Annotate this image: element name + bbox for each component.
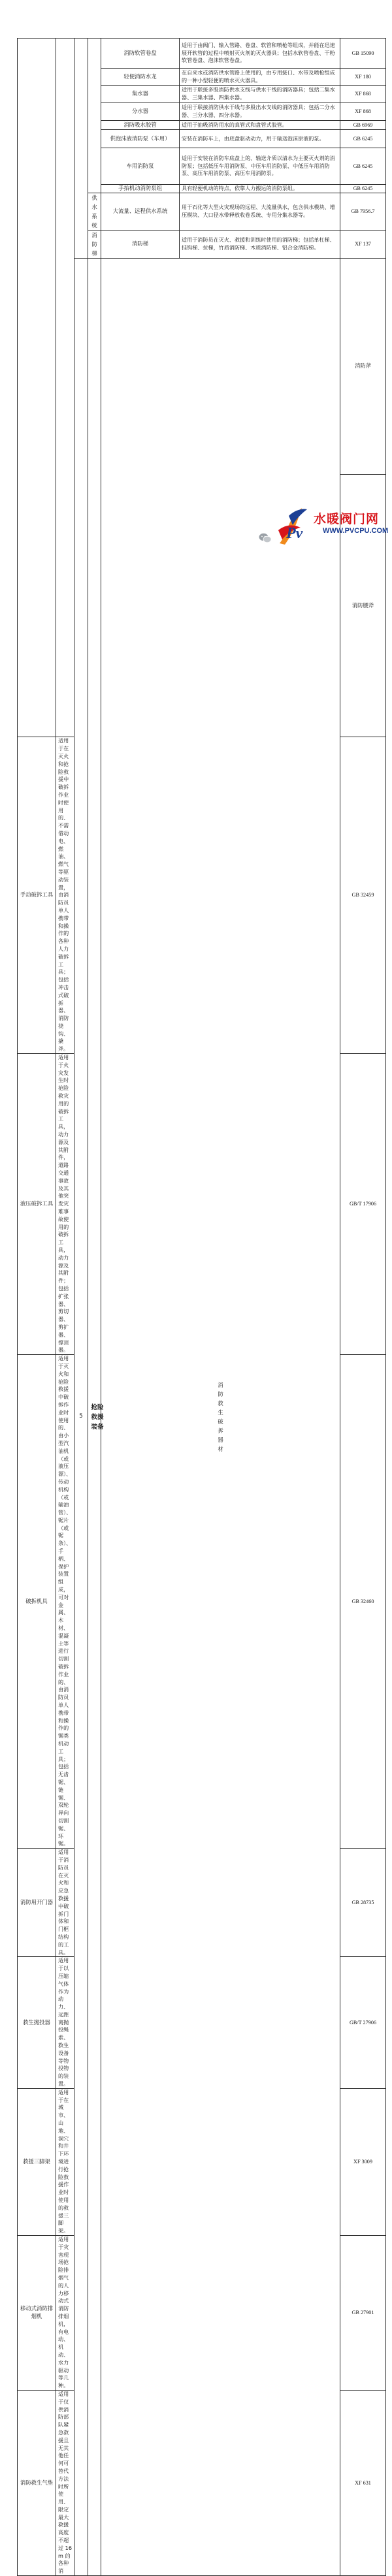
empty-number-cell bbox=[18, 39, 56, 737]
equipment-name: 手动破拆工具 bbox=[18, 737, 56, 1054]
equipment-description: 适用于抽吸消防用水的真管式和盘管式胶管。 bbox=[180, 121, 340, 130]
equipment-name: 消防梯 bbox=[101, 231, 180, 259]
equipment-name: 救援三脚架 bbox=[18, 2088, 56, 2235]
standard-code: GB 6245 bbox=[340, 185, 386, 193]
equipment-description: 具有轻便机动的特点，依靠人力搬运的消防泵组。 bbox=[180, 185, 340, 193]
equipment-description: 在自来水或消防供水管路上使用的，由专用接口、水带及喷枪组成的一种小型轻便的喷水灭火器具。 bbox=[180, 69, 340, 86]
site-watermark bbox=[273, 504, 391, 550]
svg-text:Pv: Pv bbox=[286, 525, 303, 542]
standard-code: GB 28735 bbox=[340, 1849, 386, 1957]
equipment-name: 车用消防泵 bbox=[101, 148, 180, 185]
equipment-name: 破拆机具 bbox=[18, 1355, 56, 1849]
equipment-name: 消防软管卷盘 bbox=[101, 39, 180, 69]
equipment-description: 适用于消防员在灭火、救援和训练时使用的消防梯；包括单杠梯、挂钩梯、拉梯，竹质消防梯、木质消防梯、铝合金消防梯。 bbox=[180, 231, 340, 259]
equipment-description: 适用于以压缩气体作为动力、远距离抛投绳索、救生设备等物投物的装置。 bbox=[56, 1957, 74, 2089]
standard-code: GB/T 27906 bbox=[340, 1957, 386, 2089]
brand-name: 水暖阀门网 bbox=[314, 512, 380, 526]
standard-code: GB 15090 bbox=[340, 39, 386, 69]
equipment-name: 救生抛投器 bbox=[18, 1957, 56, 2089]
equipment-name: 轻便消防水龙 bbox=[101, 69, 180, 86]
standard-code: GB 32459 bbox=[340, 737, 386, 1054]
empty-sub-cell bbox=[74, 39, 88, 259]
standard-code: XF 3009 bbox=[340, 2088, 386, 2235]
standard-code: GB 7956.7 bbox=[340, 193, 386, 231]
equipment-name: 移动式消防排烟机 bbox=[18, 2236, 56, 2391]
standard-code: GB 32460 bbox=[340, 1355, 386, 1849]
equipment-name: 消防腰斧 bbox=[340, 475, 386, 737]
equipment-description: 适用于火灾发生时抢险救灾用的破拆工具，动力源及其附件，道路交通事故及其他突发灾难事故使用的破拆工具，动力源及其附件；包括扩张器、剪切器、剪扩器、撑顶器。 bbox=[56, 1054, 74, 1355]
standard-code: GB 6245 bbox=[340, 148, 386, 185]
subcategory-rescue-tools: 消防救生破拆器材 bbox=[101, 259, 340, 2576]
equipment-description: 适用于灭火和抢险救援中破拆作业时使用的、由小型汽油机（或液压源）、传动机构（或输油管）、锯片（或锯条）、手柄、保护装置组成，可对金属、木材、混凝土等进行切割破拆作业的、由消防员单人携带和操作的锯类机动工具；包括无齿锯、链锯、双轮异向切割锯、环锯。 bbox=[56, 1355, 74, 1849]
equipment-description: 适用于安装在消防车底盘上的、输送介质以清水为主要灭火剂的消防泵；包括低压车用消防泵、中压车用消防泵、中低压车用消防泵、高压车用消防泵、高压车用消防泵。 bbox=[180, 148, 340, 185]
equipment-description: 适用于消防员在灭火和应急救援中破拆门体和门框结构的工具。 bbox=[56, 1849, 74, 1957]
subcategory-water-supply: 供水系统 bbox=[88, 193, 101, 231]
table-row bbox=[18, 39, 386, 69]
standard-code: XF 137 bbox=[340, 231, 386, 259]
empty-sub2-cell bbox=[88, 39, 101, 193]
equipment-name: 分水器 bbox=[101, 103, 180, 121]
pv-logo-emblem bbox=[276, 504, 308, 546]
standard-code: XF 631 bbox=[340, 2390, 386, 2575]
brand-url: WWW.PVCPU.COM bbox=[323, 527, 389, 535]
equipment-description: 用于石化等大型火灾现场的远程、大流量供水，包含供水模块、增压模块、大口径水带释放收卷系统、专用分集水器等。 bbox=[180, 193, 340, 231]
equipment-name: 集水器 bbox=[101, 86, 180, 103]
equipment-description: 适用于联接多股消防供水支线与供水干线的消防器具；包括二集水器、三集水器、四集水器。 bbox=[180, 86, 340, 103]
equipment-description: 适用于灾害现场抢险排烟气的人力移动式消防排烟机，有电动、机动、水力驱动等几种。 bbox=[56, 2236, 74, 2391]
equipment-description: 适用于仅供消防部队紧急救援且无其他任何可替代方法时所使用、限定最大救援高度不超过 16 m 的各种消 bbox=[56, 2390, 74, 2575]
equipment-name: 液压破拆工具 bbox=[18, 1054, 56, 1355]
category-group: 抢险救援装备 bbox=[88, 259, 101, 2576]
equipment-name: 手抬机动消防泵组 bbox=[101, 185, 180, 193]
equipment-standards-table-section bbox=[17, 38, 385, 2576]
wechat-icon bbox=[259, 533, 272, 543]
standard-code: XF 868 bbox=[340, 86, 386, 103]
subcategory-ladder: 消防梯 bbox=[88, 231, 101, 259]
empty-group-cell bbox=[56, 39, 74, 737]
equipment-name: 供泡沫液消防泵（车用） bbox=[101, 130, 180, 148]
equipment-description: 适用于在城市、山地、洞穴和井下环境进行抢险救援作业时使用的救援三脚架。 bbox=[56, 2088, 74, 2235]
standard-code: GB 6969 bbox=[340, 121, 386, 130]
standard-code: XF 180 bbox=[340, 69, 386, 86]
equipment-description: 安装在消防车上，由底盘驱动动力，用于输送泡沫原液的泵。 bbox=[180, 130, 340, 148]
standard-code: GB 27901 bbox=[340, 2236, 386, 2391]
equipment-name: 消防救生气垫 bbox=[18, 2390, 56, 2575]
equipment-name: 消防吸水胶管 bbox=[101, 121, 180, 130]
equipment-name: 消防用开门器 bbox=[18, 1849, 56, 1957]
equipment-description: 适用于联接消防供水干线与多股出水支线的消防器具；包括二分水器、三分水器、四分水器。 bbox=[180, 103, 340, 121]
row-number: 5 bbox=[74, 259, 88, 2576]
standard-code: GB/T 17906 bbox=[340, 1054, 386, 1355]
equipment-name: 消防斧 bbox=[340, 259, 386, 475]
equipment-name: 大流量、远程供水系统 bbox=[101, 193, 180, 231]
equipment-description: 适用于在灭火和抢险救援中破拆作业时使用的、不需借动电、燃油、燃气等驱动装置，由消防员单人携带和操作的各种人力破拆工具；包括冲击式破拆器、消防挠钩、撬斧。 bbox=[56, 737, 74, 1054]
equipment-standards-table bbox=[17, 38, 389, 2576]
standard-code: XF 868 bbox=[340, 103, 386, 121]
standard-code: GB 6245 bbox=[340, 130, 386, 148]
equipment-description: 适用于由阀门、输入管路、卷盘、软管和喷枪等组成，并能在迅速展开软管的过程中喷射灭火剂的灭火器具；包括水软管卷盘、干粉软管卷盘、泡沫软管卷盘。 bbox=[180, 39, 340, 69]
